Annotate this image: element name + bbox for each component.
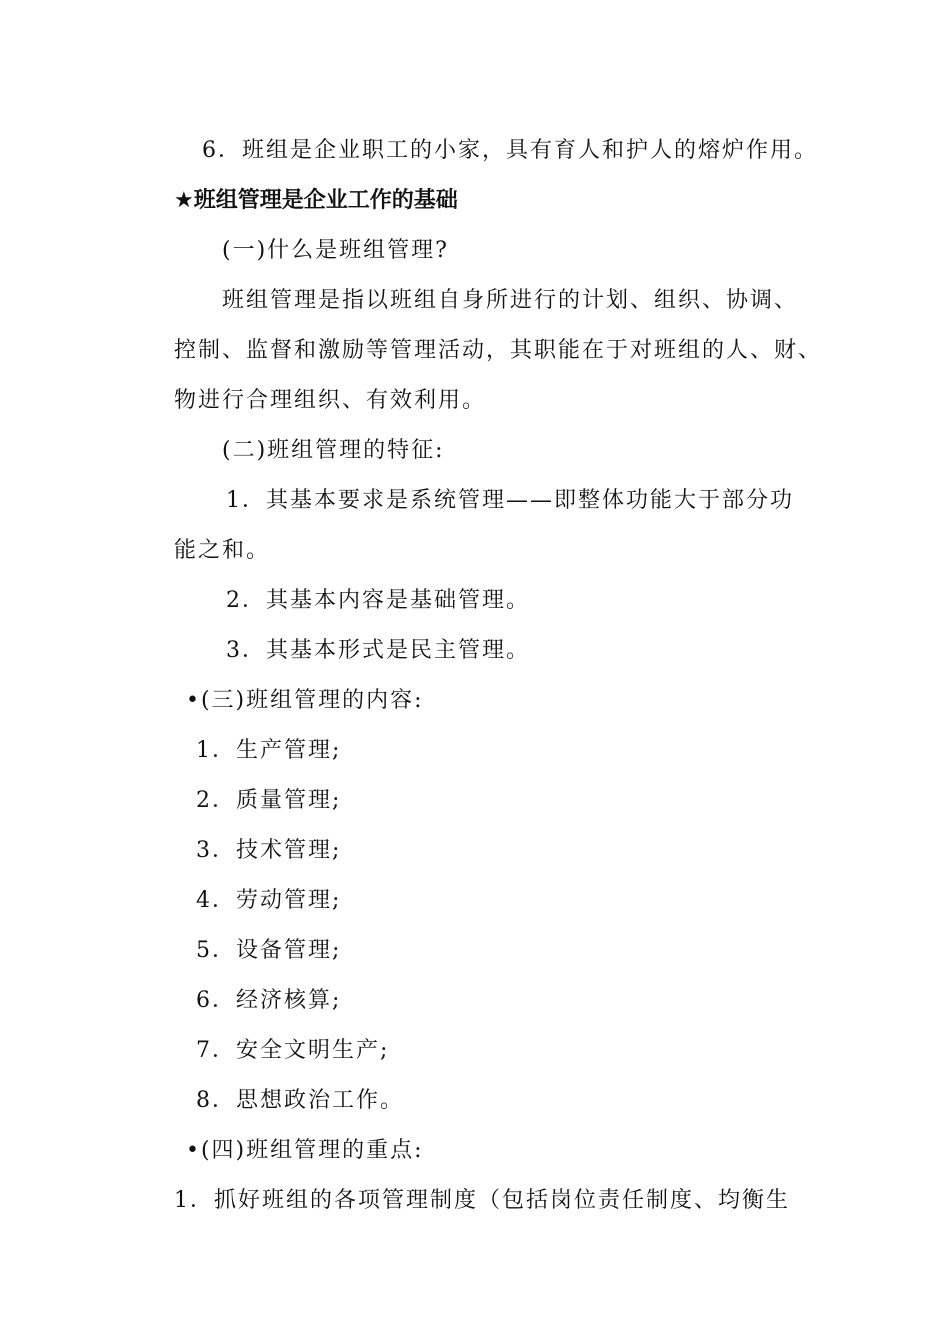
paragraph-line: 班组管理是指以班组自身所进行的计划、组织、协调、: [222, 288, 799, 313]
feature-item-1: 1．其基本要求是系统管理——即整体功能大于部分功: [226, 488, 794, 513]
content-item-8: 8．思想政治工作。: [196, 1088, 404, 1113]
content-item-2: 2．质量管理;: [196, 788, 342, 813]
feature-item-3: 3．其基本形式是民主管理。: [226, 638, 530, 663]
content-item-3: 3．技术管理;: [196, 838, 342, 863]
paragraph-item-6: 6．班组是企业职工的小家，具有育人和护人的熔炉作用。: [202, 138, 818, 163]
feature-item-1-continued: 能之和。: [174, 538, 271, 563]
content-item-6: 6．经济核算;: [196, 988, 342, 1013]
content-item-1: 1．生产管理;: [196, 738, 342, 763]
subsection-heading-4: •(四)班组管理的重点:: [186, 1138, 424, 1163]
paragraph-line: 物进行合理组织、有效利用。: [174, 388, 487, 413]
paragraph-line: 控制、监督和激励等管理活动，其职能在于对班组的人、财、: [174, 338, 823, 363]
key-point-item-1: 1．抓好班组的各项管理制度（包括岗位责任制度、均衡生: [174, 1188, 790, 1213]
content-item-5: 5．设备管理;: [196, 938, 342, 963]
content-item-7: 7．安全文明生产;: [196, 1038, 390, 1063]
feature-item-2: 2．其基本内容是基础管理。: [226, 588, 530, 613]
subsection-heading-1: (一)什么是班组管理?: [222, 238, 449, 263]
section-heading: ★班组管理是企业工作的基础: [174, 188, 458, 213]
subsection-heading-3: •(三)班组管理的内容:: [186, 688, 424, 713]
content-item-4: 4．劳动管理;: [196, 888, 342, 913]
subsection-heading-2: (二)班组管理的特征:: [222, 438, 445, 463]
